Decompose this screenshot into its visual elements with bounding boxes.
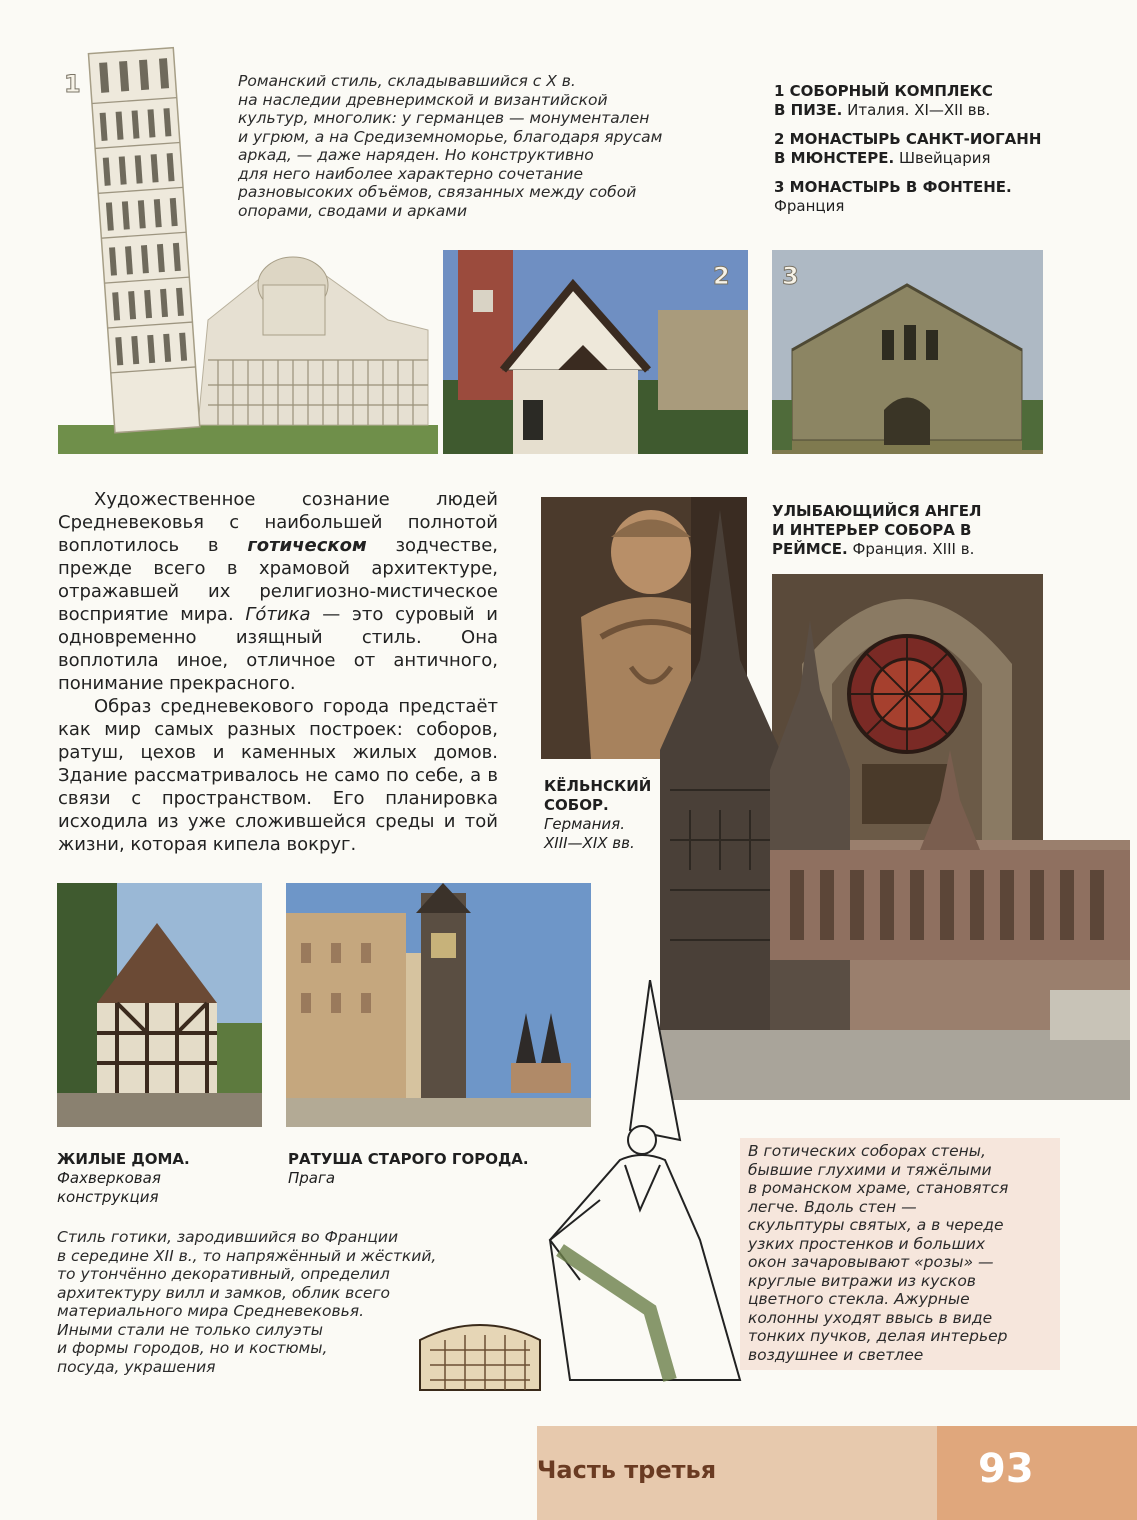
caption-fontenay-title: 3 МОНАСТЫРЬ В ФОНТЕНЕ. <box>774 178 1012 196</box>
photo-munster <box>443 250 748 454</box>
caption-fontenay-detail: Франция <box>774 197 845 215</box>
cologne-caption-detail: Германия. XIII—XIX вв. <box>544 815 635 852</box>
illustration-medieval-lady <box>530 980 750 1400</box>
main-body-text <box>58 488 498 856</box>
houses-caption-detail: Фахверковая конструкция <box>57 1169 161 1206</box>
body-paragraph-2: Образ средневекового города предстаёт как мир самых разных построек: соборов, ратуш, цехов и каменных жилых домов. Здание рассматривалось не само по себе, а в связи с пространством. Его планировка исходила из уже сложившейся среды и той жизни, которая кипела вокруг. <box>58 696 498 855</box>
cologne-caption <box>544 777 664 853</box>
photo-fontenay <box>772 250 1043 454</box>
top-captions <box>774 82 1114 226</box>
gothic-walls-note: В готических соборах стены, бывшие глухими и тяжёлыми в романском храме, становятся легче. Вдоль стен — скульптуры святых, а в череде узких простенков и больших окон зачаровывают «розы» — круглые витражи из кусков цветного стекла. Ажурные колонны уходят ввысь в виде тонких пучков, делая интерьер воздушнее и светлее <box>748 1142 1009 1364</box>
gothic-style-note: Стиль готики, зародившийся во Франции в середине XII в., то напряжённый и жёсткий, то утончённо декоративный, определил архитектуру вилл и замков, облик всего материального мира Средневековья. Иными стали не только силуэты и формы городов, но и костюмы, посуда, украшения <box>57 1228 437 1376</box>
townhall-caption-title: РАТУША СТАРОГО ГОРОДА. <box>288 1150 529 1168</box>
term-gothic-2: Гóтика <box>245 604 311 625</box>
caption-fontenay <box>774 178 1114 216</box>
romanesque-note: Романский стиль, складывавшийся с X в. на наследии древнеримской и византийской культур, многолик: у германцев — монументален и угрюм, а на Средиземноморье, благодаря ярусам аркад, — даже наряден. Но конструктивно для него наиболее характерно сочетание разновысоких объёмов, связанных между собой опорами, сводами и арками <box>238 72 663 220</box>
body-p1-a: Художественное сознание людей Средневековья с наибольшей полнотой воплотилось в <box>58 489 498 556</box>
photo-number-3: 3 <box>782 262 799 290</box>
townhall-caption-detail: Прага <box>288 1169 336 1187</box>
term-gothic: готическом <box>247 535 367 556</box>
footer-page-bg <box>937 1426 1137 1520</box>
footer-section-label: Часть третья <box>537 1456 717 1484</box>
caption-munster-detail: Швейцария <box>894 149 991 167</box>
page-number: 93 <box>978 1446 1034 1492</box>
angel-caption-detail: Франция. XIII в. <box>847 540 975 558</box>
caption-munster <box>774 130 1114 168</box>
cologne-caption-title: КЁЛЬНСКИЙ СОБОР. <box>544 777 652 814</box>
body-p1-b: зодчестве, прежде всего в храмовой архитектуре, отражавшей их религиозно-мистическое восприятие мира. <box>58 535 498 625</box>
townhall-caption <box>288 1150 548 1188</box>
body-p1-c: — это суровый и одновременно изящный стиль. Она воплотила иное, отличное от античного, понимание прекрасного. <box>58 604 498 694</box>
angel-caption-title: УЛЫБАЮЩИЙСЯ АНГЕЛ И ИНТЕРЬЕР СОБОРА В РЕЙМСЕ. <box>772 502 982 558</box>
houses-caption <box>57 1150 257 1207</box>
caption-pisa-detail: Италия. XI—XII вв. <box>842 101 991 119</box>
body-paragraph-1 <box>58 488 498 695</box>
caption-pisa <box>774 82 1114 120</box>
caption-munster-title: 2 МОНАСТЫРЬ САНКТ-ИОГАНН В МЮНСТЕРЕ. <box>774 130 1042 167</box>
photo-number-1: 1 <box>64 70 81 98</box>
houses-caption-title: ЖИЛЫЕ ДОМА. <box>57 1150 190 1168</box>
caption-pisa-title: 1 СОБОРНЫЙ КОМПЛЕКС В ПИЗЕ. <box>774 82 993 119</box>
photo-half-timbered-houses <box>57 883 262 1127</box>
photo-number-2: 2 <box>713 262 730 290</box>
